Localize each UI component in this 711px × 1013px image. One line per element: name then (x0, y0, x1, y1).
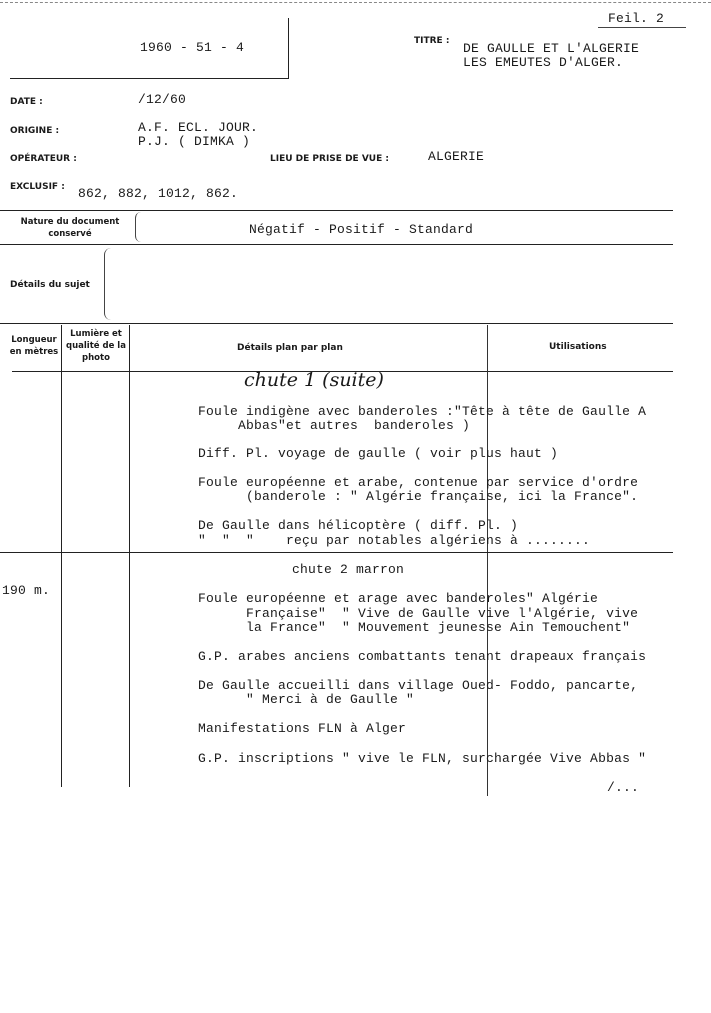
length-value: 190 m. (2, 583, 51, 598)
lieu-label: LIEU DE PRISE DE VUE : (270, 154, 389, 164)
exclusif-label: EXCLUSIF : (10, 182, 65, 192)
plan-line: Foule européenne et arabe, contenue par service d'ordre (198, 475, 639, 490)
col-line-3 (487, 325, 488, 796)
plan-line: Manifestations FLN à Alger (198, 721, 407, 736)
details-sujet-label: Détails du sujet (10, 280, 90, 290)
plan-line: G.P. inscriptions " vive le FLN, surchargée Vive Abbas " (198, 751, 647, 766)
handwritten-heading: chute 1 (suite) (244, 369, 384, 391)
nature-bottom-rule (0, 244, 673, 245)
plan-line: Française" " Vive de Gaulle vive l'Algérie, vive (198, 606, 639, 621)
header-divider (288, 18, 289, 79)
lieu-value: ALGERIE (428, 149, 485, 164)
details-sujet-bracket (104, 248, 111, 320)
sheet-number: Feil. 2 (608, 11, 665, 26)
col-header-longueur: Longueur en mètres (9, 335, 59, 357)
titre-line-2: LES EMEUTES D'ALGER. (463, 55, 624, 70)
plan-line: Diff. Pl. voyage de gaulle ( voir plus haut ) (198, 446, 559, 461)
continuation-mark: /... (607, 780, 640, 795)
plan-line: la France" " Mouvement jeunesse Ain Temouchent" (198, 620, 631, 635)
nature-bracket (135, 212, 142, 242)
plan-line: De Gaulle dans hélicoptère ( diff. Pl. ) (198, 518, 519, 533)
origine-label: ORIGINE : (10, 126, 60, 136)
col-line-1 (61, 325, 62, 787)
col-header-lumiere: Lumière et qualité de la photo (66, 329, 126, 363)
table-top-rule (0, 323, 673, 324)
plan-line: Abbas"et autres banderoles ) (198, 418, 471, 433)
reference-number: 1960 - 51 - 4 (140, 40, 245, 55)
scan-top-edge (0, 2, 711, 3)
section2-heading: chute 2 marron (292, 562, 405, 577)
plan-line: Foule européenne et arage avec banderoles" Algérie (198, 591, 599, 606)
header-bottom-rule (10, 78, 289, 79)
origine-line-1: A.F. ECL. JOUR. (138, 120, 259, 135)
nature-label: Nature du document conservé (20, 217, 120, 239)
date-label: DATE : (10, 97, 43, 107)
titre-label: TITRE : (414, 36, 450, 46)
exclusif-value: 862, 882, 1012, 862. (78, 186, 239, 201)
plan-line: Foule indigène avec banderoles :"Tête à tête de Gaulle A (198, 404, 647, 419)
date-value: /12/60 (138, 92, 187, 107)
operateur-label: OPÉRATEUR : (10, 154, 77, 164)
plan-line: (banderole : " Algérie française, ici la France". (198, 489, 639, 504)
plan-line: " Merci à de Gaulle " (198, 692, 415, 707)
sheet-number-underline (598, 27, 686, 28)
col-header-utilisations: Utilisations (549, 342, 607, 352)
plan-line: G.P. arabes anciens combattants tenant drapeaux français (198, 649, 647, 664)
plan-line: " " " reçu par notables algériens à ........ (198, 533, 591, 548)
col-line-2 (129, 325, 130, 787)
titre-line-1: DE GAULLE ET L'ALGERIE (463, 41, 640, 56)
plan-line: De Gaulle accueilli dans village Oued- Foddo, pancarte, (198, 678, 639, 693)
origine-line-2: P.J. ( DIMKA ) (138, 134, 251, 149)
col-header-details: Détails plan par plan (237, 343, 343, 353)
section-divider (0, 552, 673, 553)
nature-top-rule (0, 210, 673, 211)
nature-value: Négatif - Positif - Standard (249, 222, 474, 237)
